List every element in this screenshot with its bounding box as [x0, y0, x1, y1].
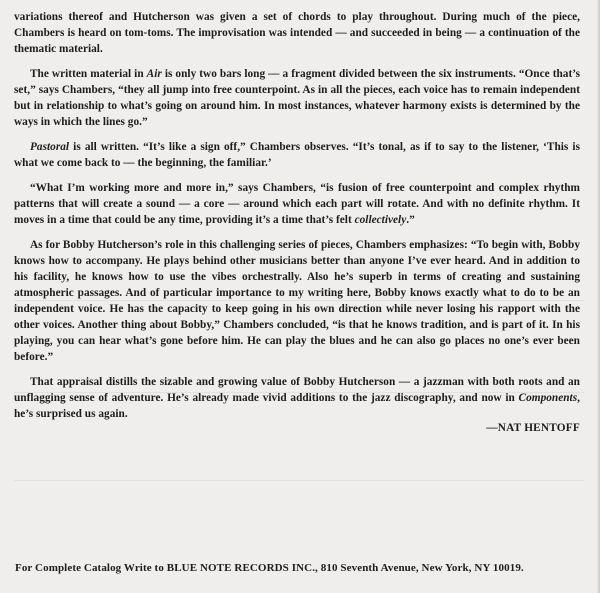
paragraph-1: [14, 9, 580, 57]
paragraph-5: [14, 237, 580, 365]
catalog-footer: For Complete Catalog Write to BLUE NOTE RECORDS INC., 810 Seventh Avenue, New York, NY 10019.: [15, 562, 524, 574]
title-air: Air: [146, 68, 162, 80]
paragraph-2-text-b: is only two bars long — a fragment divided between the six instruments. “Once that’s set,” says Chambers, “they all jump into free counterpoint. As in all the pieces, each voice has to remain independent but in relationship to what’s going on around him. In most instances, whatever harmony exists is determined by the ways in which the lines go.”: [14, 68, 581, 128]
author-signature: —NAT HENTOFF: [486, 422, 580, 434]
paragraph-1-text: variations thereof and Hutcherson was given a set of chords to play throughout. During much of the piece, Chambers is heard on tom-toms. The improvisation was intended — and succeeded in being — a continuation of the thematic material.: [14, 11, 580, 55]
paragraph-4-text-b: .”: [406, 214, 415, 226]
paragraph-3: [14, 139, 580, 171]
title-pastoral: Pastoral: [30, 141, 70, 153]
paragraph-6: [14, 374, 580, 422]
paragraph-4-text-a: “What I’m working more and more in,” says Chambers, “is fusion of free counterpoint and complex rhythm patterns that will create a sound — a core — around which each part will rotate. And with no definite rhythm. It moves in a time that could be any time, providing it’s a time that’s felt: [14, 182, 580, 226]
paragraph-6-text-b: , he’s surprised us again.: [14, 392, 580, 420]
paragraph-2-text-a: The written material in: [30, 68, 147, 80]
paragraph-2: [14, 66, 580, 130]
word-collectively: collectively: [354, 214, 407, 226]
paragraph-3-text: is all written. “It’s like a sign off,” Chambers observes. “It’s tonal, as if to say to the listener, ‘This is what we come back to — the beginning, the familiar.’: [14, 141, 580, 169]
paragraph-6-text-a: That appraisal distills the sizable and growing value of Bobby Hutcherson — a jazzman with both roots and an unflagging sense of adventure. He’s already made vivid additions to the jazz discography, and now in: [14, 376, 580, 404]
show-through-line: [14, 480, 584, 481]
paragraph-4: [14, 180, 580, 228]
article-body: [14, 9, 580, 434]
title-components: Components: [518, 392, 578, 404]
paragraph-5-text: As for Bobby Hutcherson’s role in this challenging series of pieces, Chambers emphasizes: “To begin with, Bobby knows how to accompany. He plays behind other musicians better than anyone I’ve ever heard. And in addition to his facility, he knows how to use the vibes orchestrally. Also he’s superb in terms of creating and sustaining atmospheric passages. And of particular importance to my writing here, Bobby knows exactly what to do to be an independent voice. He has the capacity to keep going in his own direction while never losing his rapport with the other voices. Another thing about Bobby,” Chambers concluded, “is that he knows tradition, and is part of it. In his playing, you can hear what’s gone before him. He can play the blues and he can also go places no one’s ever been before.”: [14, 239, 580, 363]
